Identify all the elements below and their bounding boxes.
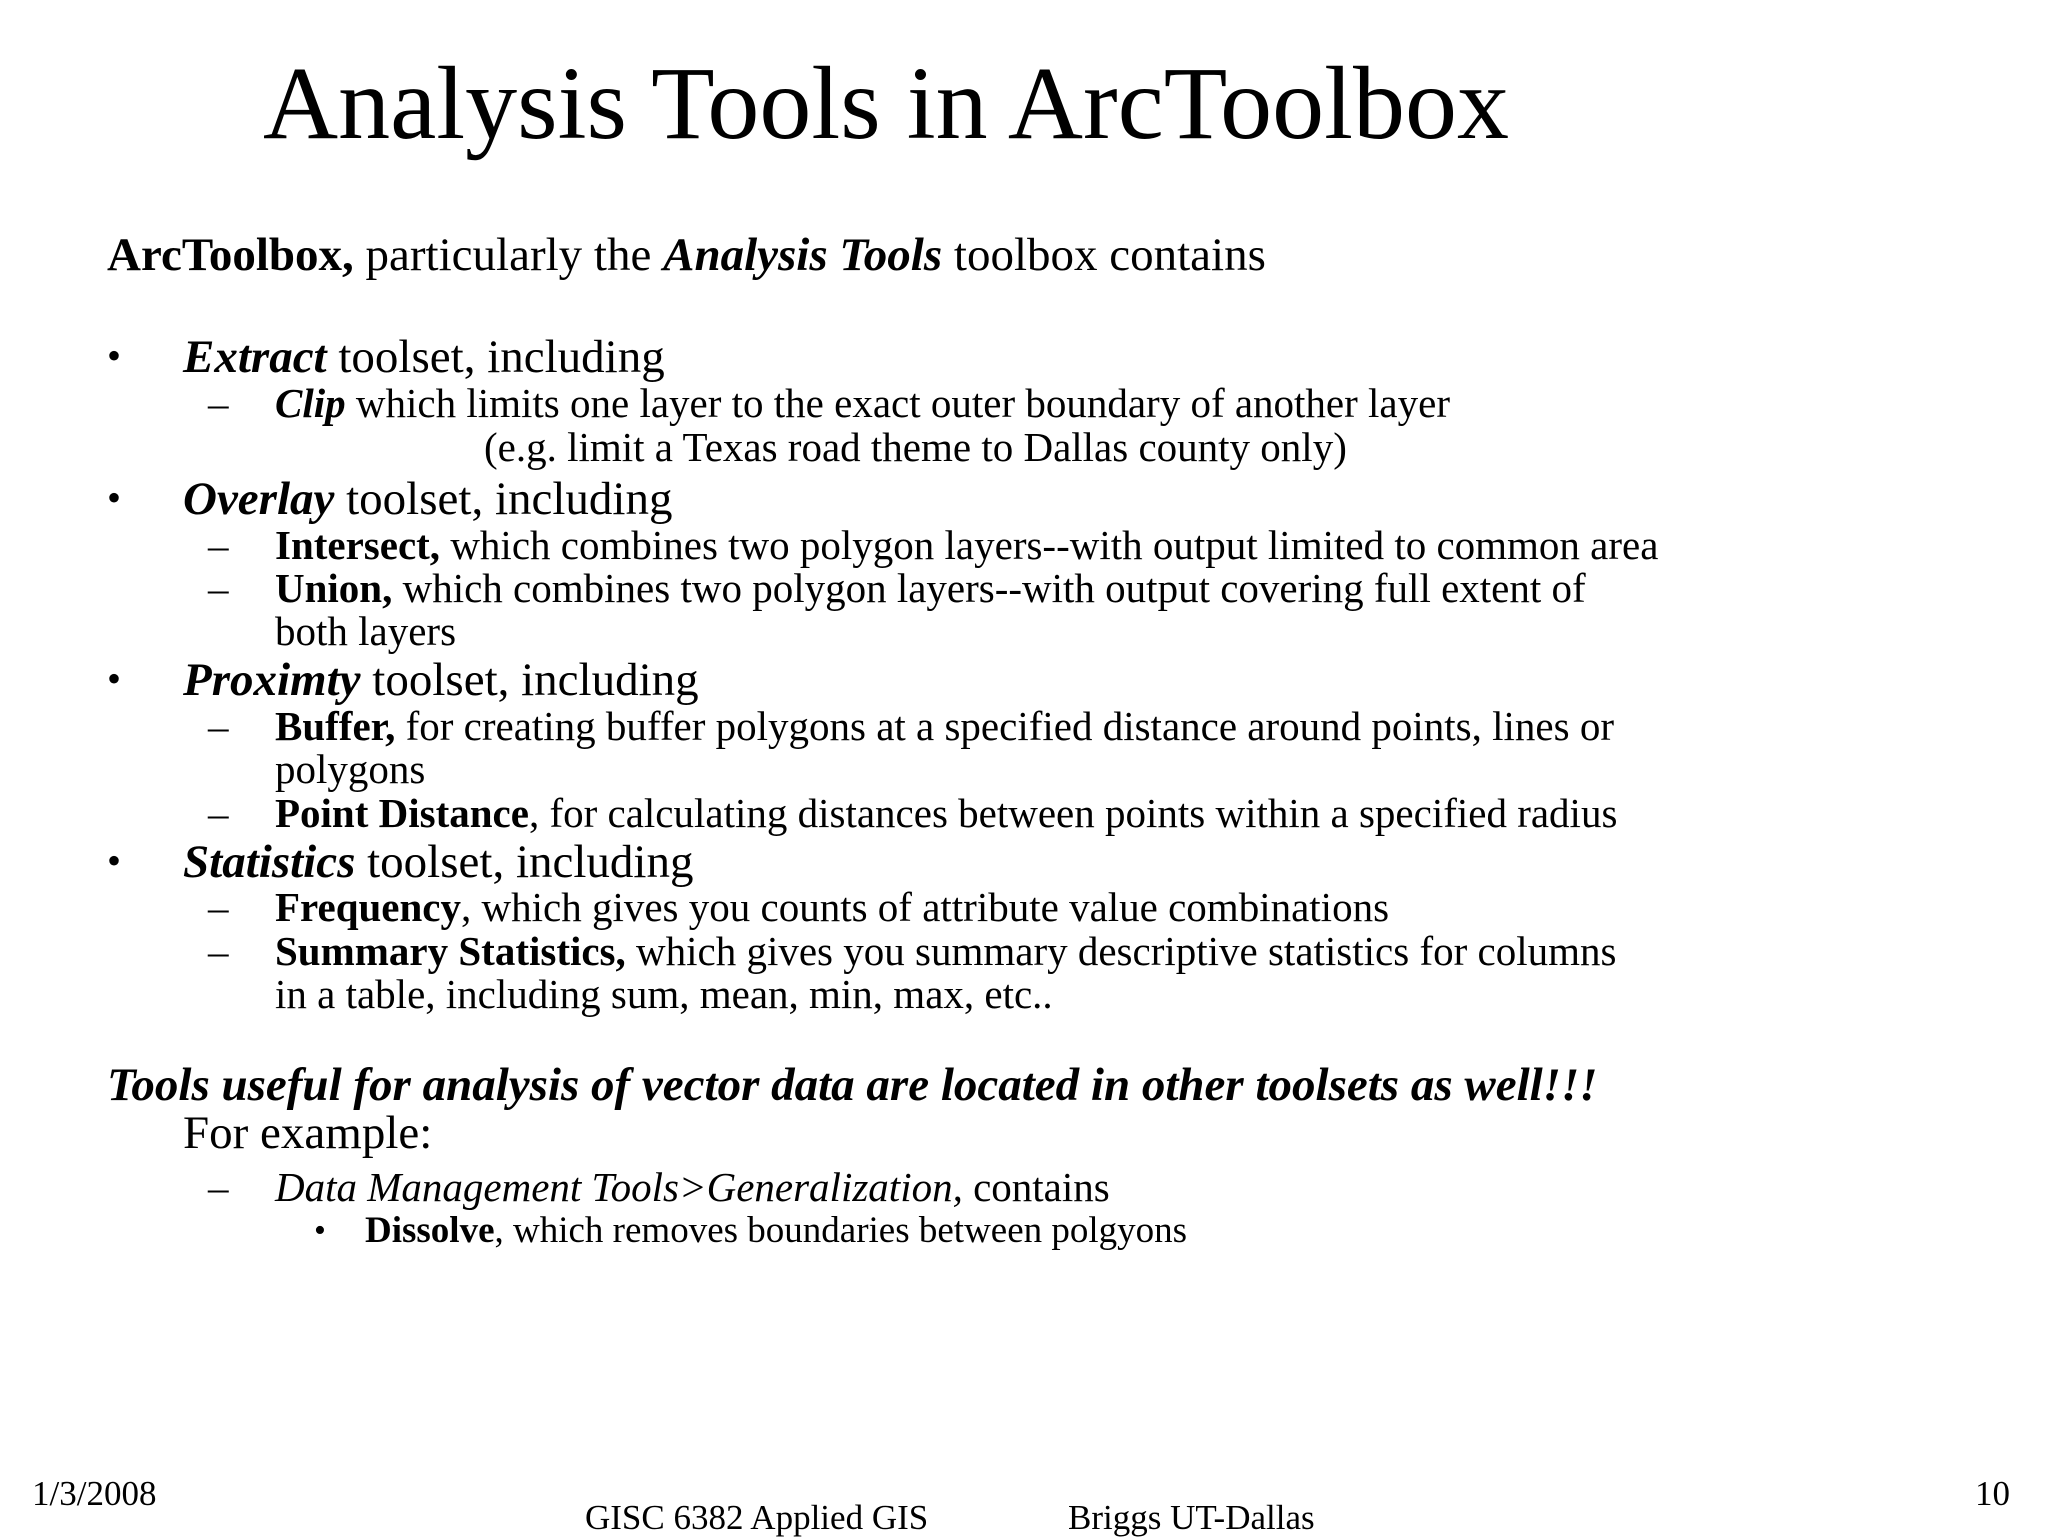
item-union-cont: both layers <box>275 608 457 654</box>
item-union: Union, which combines two polygon layers--with output covering full extent of <box>275 565 1586 611</box>
item-frequency: Frequency, which gives you counts of attribute value combinations <box>275 884 1390 930</box>
item-summary-statistics-cont: in a table, including sum, mean, min, max, etc.. <box>275 971 1053 1017</box>
section-proximty: Proximty toolset, including <box>183 654 699 706</box>
item-point-distance: Point Distance, for calculating distances between points within a specified radius <box>275 790 1618 836</box>
intro-text-1: particularly the <box>353 229 664 281</box>
intro-text-2: toolbox contains <box>942 229 1266 281</box>
bullet-icon: • <box>107 333 122 378</box>
item-summary-statistics: Summary Statistics, which gives you summary descriptive statistics for columns <box>275 928 1617 974</box>
dash-icon: – <box>208 928 229 974</box>
section-extract: Extract toolset, including <box>183 331 665 383</box>
dash-icon: – <box>208 884 229 930</box>
dash-icon: – <box>208 703 229 749</box>
slide-title: Analysis Tools in ArcToolbox <box>263 46 1509 161</box>
intro-arctoolbox: ArcToolbox, <box>107 229 354 281</box>
item-intersect: Intersect, which combines two polygon layers--with output limited to common area <box>275 522 1659 568</box>
intro-line <box>107 229 1266 281</box>
item-buffer-cont: polygons <box>275 746 426 792</box>
dash-icon: – <box>208 522 229 568</box>
section-statistics: Statistics toolset, including <box>183 836 694 888</box>
footer-course: GISC 6382 Applied GIS <box>585 1498 929 1537</box>
example-item: Data Management Tools>Generalization, contains <box>275 1164 1110 1210</box>
item-buffer: Buffer, for creating buffer polygons at a specified distance around points, lines or <box>275 703 1614 749</box>
dash-icon: – <box>208 380 229 426</box>
bullet-icon: • <box>107 838 122 883</box>
bullet-icon: • <box>107 475 122 520</box>
emphasis-line: Tools useful for analysis of vector data are located in other toolsets as well!!! <box>107 1059 1598 1111</box>
example-label: For example: <box>183 1107 433 1159</box>
section-overlay: Overlay toolset, including <box>183 473 673 525</box>
item-clip: Clip which limits one layer to the exact outer boundary of another layer <box>275 380 1450 426</box>
example-sub-dissolve: Dissolve, which removes boundaries between polgyons <box>365 1210 1188 1251</box>
bullet-icon: • <box>314 1212 326 1249</box>
dash-icon: – <box>208 790 229 836</box>
footer-page-number: 10 <box>1975 1474 2010 1513</box>
dash-icon: – <box>208 1164 229 1210</box>
bullet-icon: • <box>107 656 122 701</box>
intro-analysis-tools: Analysis Tools <box>663 229 943 281</box>
footer-author: Briggs UT-Dallas <box>1068 1498 1315 1537</box>
footer-date: 1/3/2008 <box>32 1474 157 1513</box>
dash-icon: – <box>208 565 229 611</box>
item-clip-cont: (e.g. limit a Texas road theme to Dallas county only) <box>484 424 1347 470</box>
